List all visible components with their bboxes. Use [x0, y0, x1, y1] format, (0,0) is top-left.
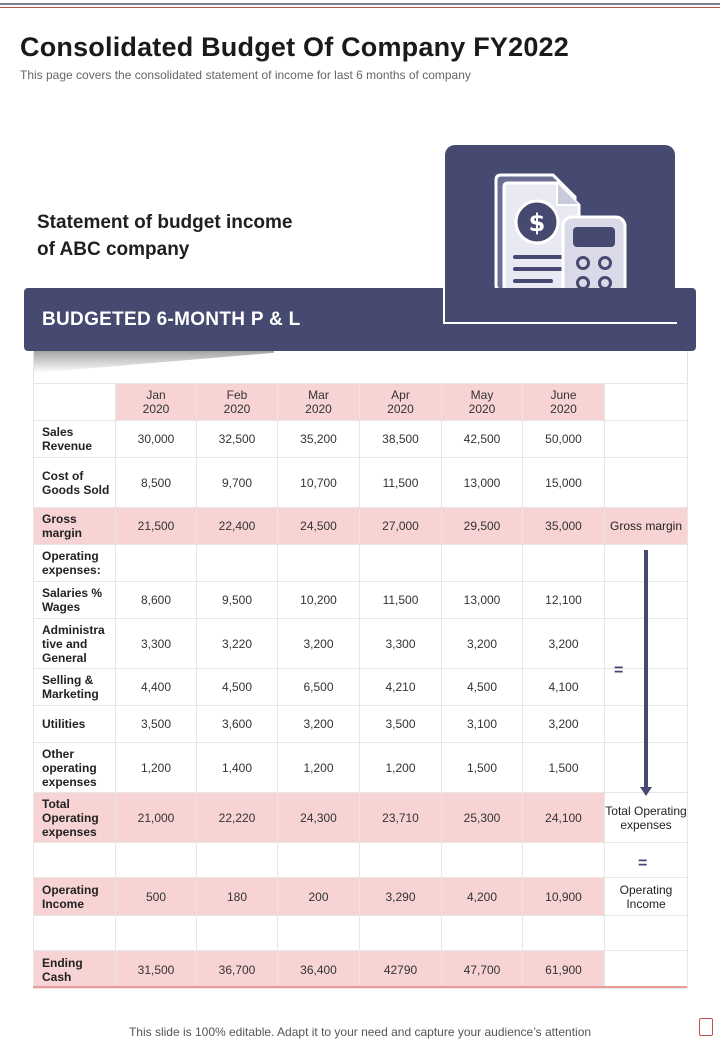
top-rule — [0, 3, 720, 5]
row-label: Sales Revenue — [34, 421, 116, 458]
table-cell: 21,500 — [116, 508, 197, 545]
table-row — [34, 545, 688, 582]
table-cell: 4,100 — [523, 669, 605, 706]
side-operating-income: Operating Income — [605, 878, 688, 916]
table-cell — [197, 545, 278, 582]
row-label: Operating expenses: — [34, 545, 116, 582]
table-cell: 12,100 — [523, 582, 605, 619]
table-cell: 10,900 — [523, 878, 605, 916]
spacer-row — [34, 916, 688, 951]
table-cell: 4,400 — [116, 669, 197, 706]
table-bottom-rule — [33, 986, 687, 988]
side-cell — [605, 951, 688, 989]
statement-line-2: of ABC company — [37, 239, 190, 260]
table-cell: 3,220 — [197, 619, 278, 669]
table-cell: 8,600 — [116, 582, 197, 619]
table-cell: 1,200 — [116, 743, 197, 793]
header-row — [34, 384, 688, 421]
table-cell: 32,500 — [197, 421, 278, 458]
table-cell: 30,000 — [116, 421, 197, 458]
row-label: Cost of Goods Sold — [34, 458, 116, 508]
table-cell: 50,000 — [523, 421, 605, 458]
table-cell: 1,400 — [197, 743, 278, 793]
table-row — [34, 743, 688, 793]
equals-sign: = — [638, 855, 648, 872]
table-cell: 3,300 — [116, 619, 197, 669]
table-cell — [360, 545, 442, 582]
row-label: Gross margin — [34, 508, 116, 545]
month-header: May 2020 — [442, 384, 523, 421]
table-cell: 9,700 — [197, 458, 278, 508]
table-cell: 24,500 — [278, 508, 360, 545]
table-cell: 10,200 — [278, 582, 360, 619]
table-cell: 3,200 — [523, 706, 605, 743]
table-cell: 3,200 — [278, 706, 360, 743]
month-header: Mar 2020 — [278, 384, 360, 421]
top-accent-rule — [0, 7, 720, 8]
row-label: Total Operating expenses — [34, 793, 116, 843]
table-cell — [442, 545, 523, 582]
table-cell: 38,500 — [360, 421, 442, 458]
table-cell: 500 — [116, 878, 197, 916]
table-cell: 22,400 — [197, 508, 278, 545]
statement-heading — [37, 209, 292, 263]
table-row — [34, 706, 688, 743]
table-row — [34, 421, 688, 458]
table-cell: 27,000 — [360, 508, 442, 545]
side-cell — [605, 421, 688, 458]
table-cell: 36,400 — [278, 951, 360, 989]
table-cell: 13,000 — [442, 582, 523, 619]
total-opex-row — [34, 793, 688, 843]
ending-cash-row — [34, 951, 688, 989]
table-cell: 180 — [197, 878, 278, 916]
row-label: Ending Cash — [34, 951, 116, 989]
row-label: Selling & Marketing — [34, 669, 116, 706]
month-header: Apr 2020 — [360, 384, 442, 421]
table-cell: 1,500 — [442, 743, 523, 793]
table-cell: 3,100 — [442, 706, 523, 743]
side-total-opex: Total Operating expenses — [605, 793, 688, 843]
table-cell: 3,200 — [523, 619, 605, 669]
table-cell: 1,200 — [278, 743, 360, 793]
table-cell: 4,500 — [442, 669, 523, 706]
banner-divider-left — [443, 288, 445, 324]
table-cell — [523, 545, 605, 582]
table-cell: 29,500 — [442, 508, 523, 545]
row-label: Operating Income — [34, 878, 116, 916]
table-cell — [116, 545, 197, 582]
table-cell: 31,500 — [116, 951, 197, 989]
table-cell: 23,710 — [360, 793, 442, 843]
page-title: Consolidated Budget Of Company FY2022 — [20, 32, 569, 62]
table-cell: 3,600 — [197, 706, 278, 743]
table-cell: 1,500 — [523, 743, 605, 793]
table-cell: 3,300 — [360, 619, 442, 669]
table-cell: 36,700 — [197, 951, 278, 989]
equals-sign: = — [614, 662, 624, 679]
svg-text:$: $ — [528, 209, 546, 237]
pl-table — [33, 383, 688, 989]
flow-arrow-head — [640, 787, 652, 796]
table-cell: 61,900 — [523, 951, 605, 989]
table-cell: 42,500 — [442, 421, 523, 458]
row-label: Salaries % Wages — [34, 582, 116, 619]
row-label: Utilities — [34, 706, 116, 743]
table-cell: 200 — [278, 878, 360, 916]
table-cell — [278, 545, 360, 582]
operating-income-row — [34, 878, 688, 916]
footer-note: This slide is 100% editable. Adapt it to your need and capture your audience’s attention — [128, 1025, 592, 1039]
table-row — [34, 619, 688, 669]
row-label: Other operating expenses — [34, 743, 116, 793]
document-icon — [699, 1018, 713, 1036]
table-cell: 3,290 — [360, 878, 442, 916]
table-cell: 11,500 — [360, 582, 442, 619]
table-cell: 8,500 — [116, 458, 197, 508]
table-cell: 4,500 — [197, 669, 278, 706]
month-header: June 2020 — [523, 384, 605, 421]
month-header: Jan 2020 — [116, 384, 197, 421]
side-gross-margin: Gross margin — [605, 508, 688, 545]
table-cell: 11,500 — [360, 458, 442, 508]
table-cell: 4,200 — [442, 878, 523, 916]
gross-margin-row — [34, 508, 688, 545]
table-cell: 24,300 — [278, 793, 360, 843]
table-cell: 21,000 — [116, 793, 197, 843]
header-corner — [34, 384, 116, 421]
side-header — [605, 384, 688, 421]
table-cell: 24,100 — [523, 793, 605, 843]
table-cell: 47,700 — [442, 951, 523, 989]
flow-arrow-line — [644, 550, 648, 790]
table-cell: 1,200 — [360, 743, 442, 793]
spacer-row — [34, 843, 688, 878]
table-cell: 9,500 — [197, 582, 278, 619]
month-header: Feb 2020 — [197, 384, 278, 421]
table-cell: 10,700 — [278, 458, 360, 508]
table-row — [34, 458, 688, 508]
table-cell: 3,200 — [278, 619, 360, 669]
table-cell: 4,210 — [360, 669, 442, 706]
side-cell — [605, 916, 688, 951]
banner-title: BUDGETED 6-MONTH P & L — [42, 309, 301, 330]
statement-line-1: Statement of budget income — [37, 212, 293, 233]
row-label: Administra tive and General — [34, 619, 116, 669]
page-subtitle: This page covers the consolidated statement of income for last 6 months of company — [20, 68, 471, 82]
table-cell: 13,000 — [442, 458, 523, 508]
table-cell: 35,200 — [278, 421, 360, 458]
table-cell: 3,200 — [442, 619, 523, 669]
side-cell — [605, 458, 688, 508]
table-row — [34, 582, 688, 619]
table-cell: 15,000 — [523, 458, 605, 508]
table-cell: 3,500 — [116, 706, 197, 743]
table-cell: 42790 — [360, 951, 442, 989]
table-cell: 25,300 — [442, 793, 523, 843]
table-cell: 6,500 — [278, 669, 360, 706]
table-row — [34, 669, 688, 706]
banner-divider-line — [445, 322, 677, 324]
table-cell: 22,220 — [197, 793, 278, 843]
table-cell: 35,000 — [523, 508, 605, 545]
table-cell: 3,500 — [360, 706, 442, 743]
